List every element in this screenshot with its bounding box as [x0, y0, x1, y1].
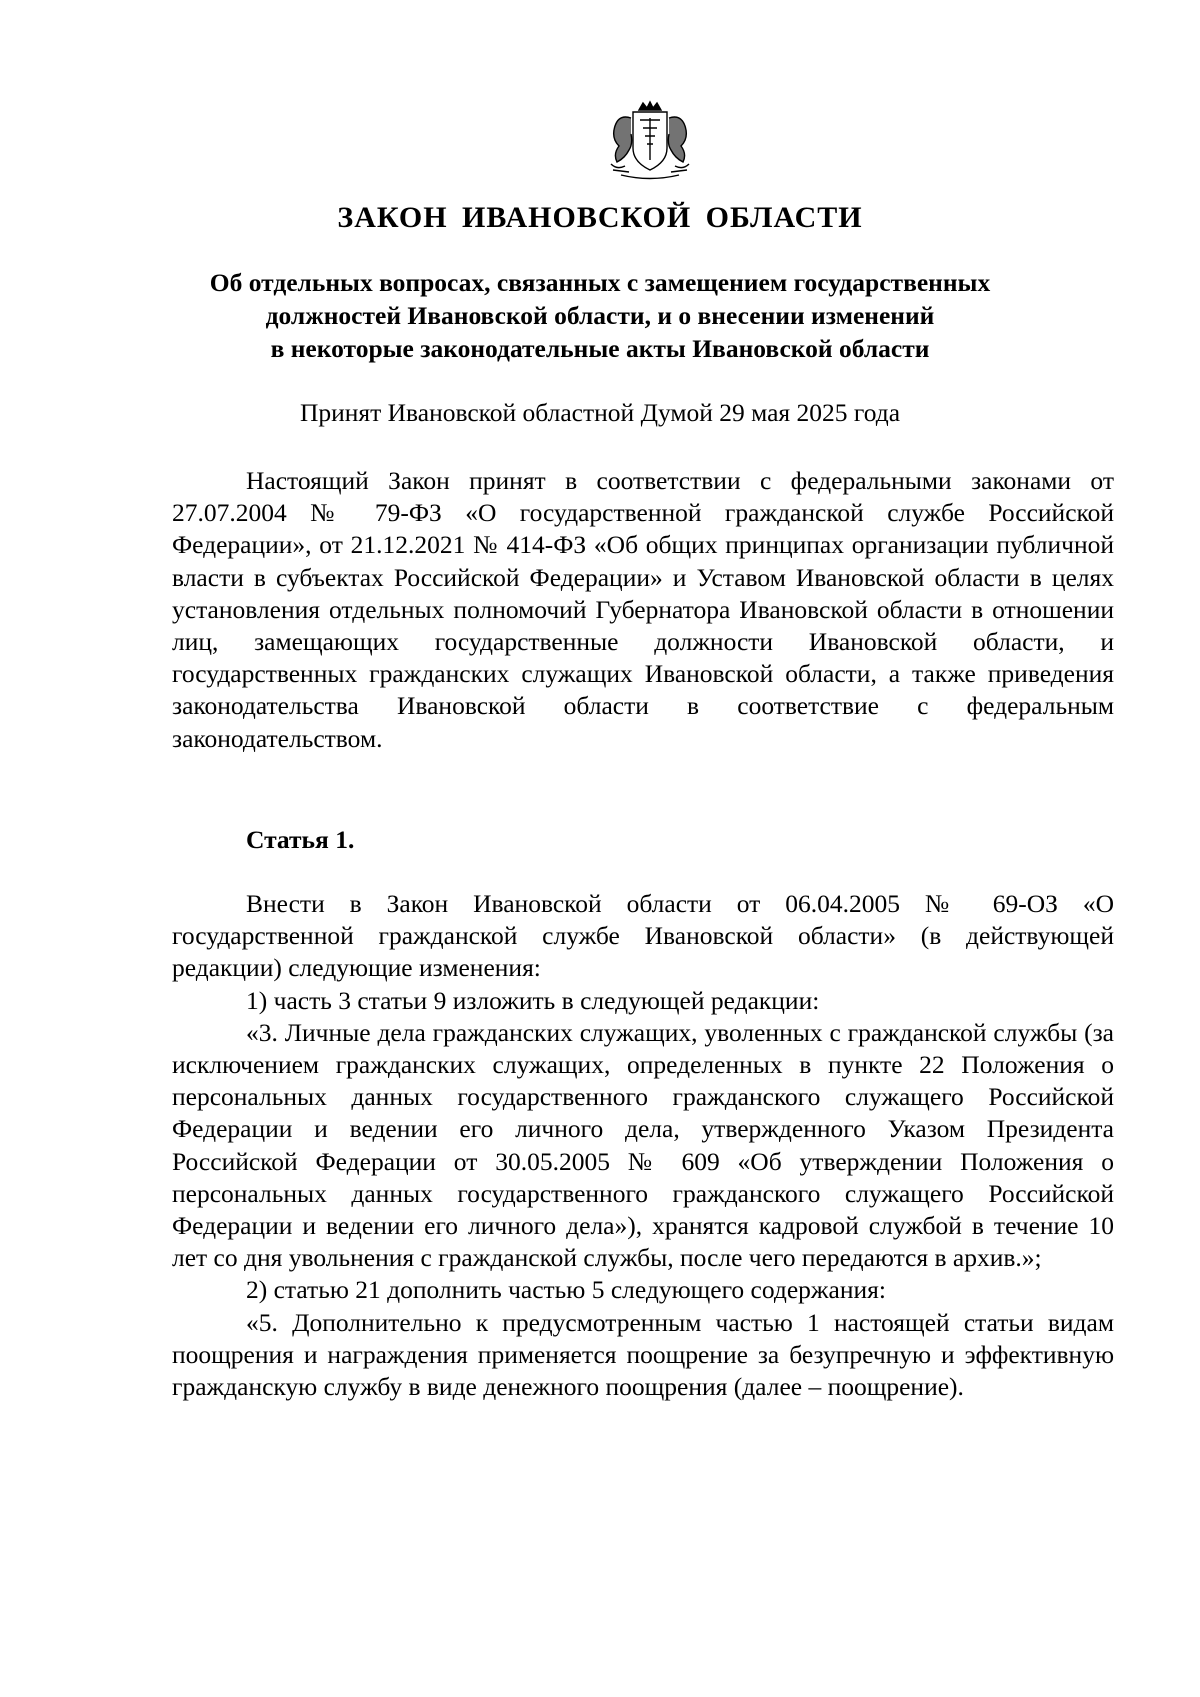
- preamble-paragraph: Настоящий Закон принят в соответствии с федеральными законами от 27.07.2004 № 79-ФЗ «О государственной гражданской службе Российской Федерации», от 21.12.2021 № 414-ФЗ «Об общих принципах организации публичной власти в субъектах Российской Федерации» и Уставом Ивановской области в целях установления отдельных полномочий Губернатора Ивановской области в отношении лиц, замещающих государственные должности Ивановской области, и государственных гражданских служащих Ивановской области, а также приведения законодательства Ивановской области в соответствие с федеральным законодательством.: [172, 466, 1114, 753]
- subject-line: должностей Ивановской области, и о внесении изменений: [265, 301, 935, 330]
- article-paragraph: Внести в Закон Ивановской области от 06.04.2005 № 69-ОЗ «О государственной гражданской службе Ивановской области» (в действующей редакции) следующие изменения:: [172, 889, 1114, 983]
- subject-line: Об отдельных вопросах, связанных с замещением государственных: [209, 268, 991, 297]
- adoption-line: Принят Ивановской областной Думой 29 мая 2025 года: [299, 398, 901, 427]
- coat-of-arms-icon: [603, 100, 697, 180]
- preamble: [172, 465, 1114, 755]
- article-paragraph: 1) часть 3 статьи 9 изложить в следующей редакции:: [246, 985, 820, 1015]
- article-paragraph: 2) статью 21 дополнить частью 5 следующего содержания:: [246, 1275, 886, 1305]
- subject-line: в некоторые законодательные акты Ивановской области: [270, 334, 930, 363]
- article-paragraph: «3. Личные дела гражданских служащих, уволенных с гражданской службы (за исключением гражданских служащих, определенных в пункте 22 Положения о персональных данных государственного гражданского служащего Российской Федерации и ведении его личного дела, утвержденного Указом Президента Российской Федерации от 30.05.2005 № 609 «Об утверждении Положения о персональных данных государственного гражданского служащего Российской Федерации и ведении его личного дела»), хранятся кадровой службой в течение 10 лет со дня увольнения с гражданской службы, после чего передаются в архив.»;: [172, 1017, 1114, 1273]
- article-heading: Статья 1.: [246, 825, 355, 854]
- article-paragraph: «5. Дополнительно к предусмотренным частью 1 настоящей статьи видам поощрения и награждения применяется поощрение за безупречную и эффективную гражданскую службу в виде денежного поощрения (далее – поощрение).: [172, 1307, 1114, 1402]
- article-body: [172, 888, 1114, 1403]
- law-subject: [120, 266, 1080, 365]
- law-title: ЗАКОН ИВАНОВСКОЙ ОБЛАСТИ: [337, 201, 863, 234]
